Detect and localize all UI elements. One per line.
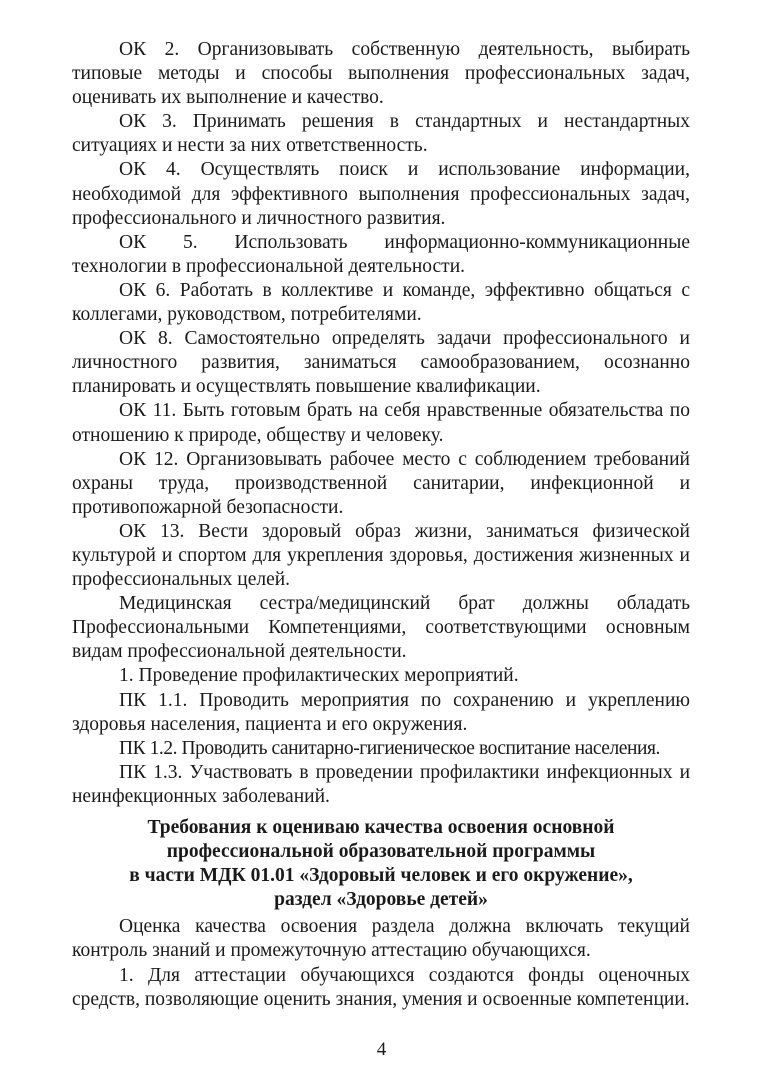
paragraph-pk12: ПК 1.2. Проводить санитарно-гигиеническое воспитание населения. [119, 737, 660, 759]
paragraph-ok13: ОК 13. Вести здоровый образ жизни, заниматься физической культурой и спортом для укрепления здоровья, достижения жизненных и профессиональных целей. [72, 520, 690, 591]
paragraph-assessment-funds: 1. Для аттестации обучающихся создаются фонды оценочных средств, позволяющие оценить знания, умения и освоенные компетенции. [72, 964, 690, 1010]
section-heading-line-4: раздел «Здоровье детей» [274, 889, 488, 911]
page-number: 4 [376, 1039, 387, 1060]
paragraph-pk13: ПК 1.3. Участвовать в проведении профилактики инфекционных и неинфекционных заболеваний. [72, 761, 690, 807]
paragraph-professional-intro: Медицинская сестра/медицинский брат должны обладать Профессиональными Компетенциями, соответствующими основным видам профессиональной деятельности. [72, 593, 690, 663]
paragraph-ok3: ОК 3. Принимать решения в стандартных и нестандартных ситуациях и нести за них ответственность. [72, 111, 690, 157]
section-heading [72, 816, 690, 912]
paragraph-assessment: Оценка качества освоения раздела должна включать текущий контроль знаний и промежуточную аттестацию обучающихся. [72, 916, 690, 962]
paragraph-ok11: ОК 11. Быть готовым брать на себя нравственные обязательства по отношению к природе, обществу и человеку. [72, 400, 690, 446]
paragraph-activity-1: 1. Проведение профилактических мероприятий. [119, 665, 519, 687]
paragraph-ok12: ОК 12. Организовывать рабочее место с соблюдением требований охраны труда, производственной санитарии, инфекционной и противопожарной безопасности. [72, 448, 690, 518]
section-heading-line-2: профессиональной образовательной программы [166, 841, 596, 863]
paragraph-ok6: ОК 6. Работать в коллективе и команде, эффективно общаться с коллегами, руководством, потребителями. [72, 279, 690, 326]
document-page [72, 38, 690, 1012]
section-heading-line-3: в части МДК 01.01 «Здоровый человек и его окружение», [129, 865, 633, 887]
paragraph-ok4: ОК 4. Осуществлять поиск и использование информации, необходимой для эффективного выполнения профессиональных задач, профессионального и личностного развития. [72, 159, 690, 229]
paragraph-pk11: ПК 1.1. Проводить мероприятия по сохранению и укреплению здоровья населения, пациента и его окружения. [72, 689, 690, 735]
section-heading-line-1: Требования к оцениваю качества освоения основной [147, 817, 615, 838]
paragraph-ok2: ОК 2. Организовывать собственную деятельность, выбирать типовые методы и способы выполнения профессиональных задач, оценивать их выполнение и качество. [72, 39, 690, 109]
paragraph-ok5: ОК 5. Использовать информационно-коммуникационные технологии в профессиональной деятельности. [72, 231, 690, 277]
paragraph-ok8: ОК 8. Самостоятельно определять задачи профессионального и личностного развития, заниматься самообразованием, осознанно планировать и осуществлять повышение квалификации. [72, 328, 690, 398]
